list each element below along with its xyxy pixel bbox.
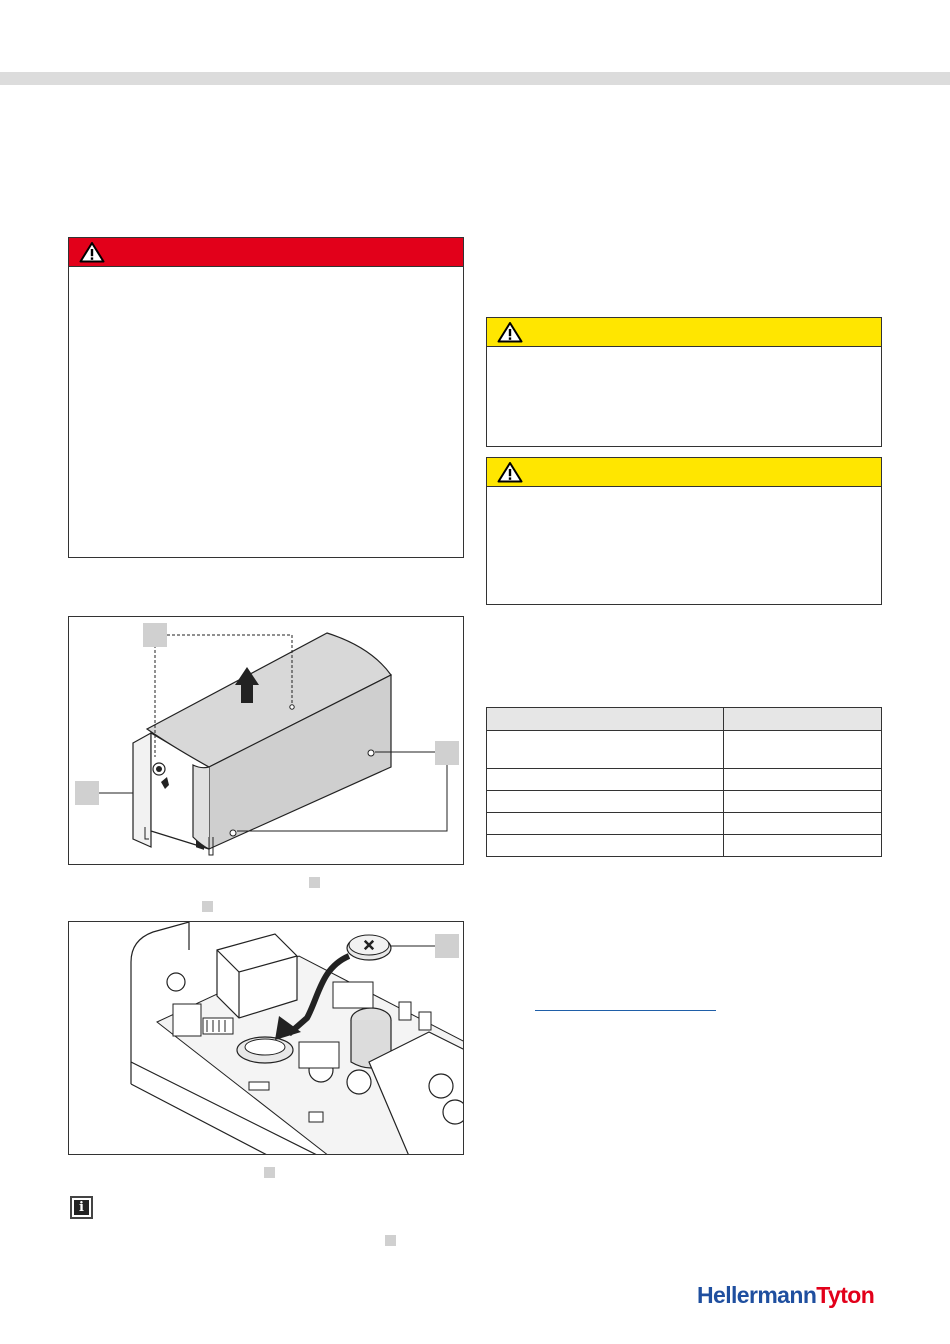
brand-logo — [697, 1282, 874, 1309]
table-cell — [724, 731, 882, 769]
caution-notice-2 — [486, 457, 882, 605]
table-cell — [724, 769, 882, 791]
hyperlink-underline[interactable] — [535, 1010, 716, 1011]
table-header-row — [487, 708, 882, 731]
figure-housing-cover — [68, 616, 464, 865]
reference-marker — [264, 1167, 275, 1178]
caution-notice-header — [487, 318, 881, 347]
table-header-cell — [487, 708, 724, 731]
danger-notice-header — [69, 238, 463, 267]
header-bar — [0, 72, 950, 85]
warning-triangle-icon — [497, 461, 523, 483]
table-header-cell — [724, 708, 882, 731]
caution-notice-1 — [486, 317, 882, 447]
figure-battery-replacement — [68, 921, 464, 1155]
table-row — [487, 791, 882, 813]
data-table — [486, 707, 882, 857]
info-glyph: i — [74, 1200, 89, 1215]
table-row — [487, 835, 882, 857]
danger-notice — [68, 237, 464, 558]
circuit-board-illustration — [69, 922, 464, 1155]
warning-triangle-icon — [79, 241, 105, 263]
table-row — [487, 813, 882, 835]
reference-marker — [309, 877, 320, 888]
info-icon — [70, 1196, 93, 1219]
reference-marker — [385, 1235, 396, 1246]
table-cell — [487, 813, 724, 835]
table-cell — [487, 791, 724, 813]
table-row — [487, 731, 882, 769]
logo-part-1: Hellermann — [697, 1282, 817, 1308]
housing-illustration — [69, 617, 464, 865]
table-cell — [724, 835, 882, 857]
table-cell — [724, 791, 882, 813]
reference-marker — [202, 901, 213, 912]
table-cell — [724, 813, 882, 835]
caution-notice-header — [487, 458, 881, 487]
table-cell — [487, 769, 724, 791]
table-row — [487, 769, 882, 791]
table-cell — [487, 835, 724, 857]
logo-part-2: Tyton — [816, 1282, 875, 1308]
warning-triangle-icon — [497, 321, 523, 343]
table-cell — [487, 731, 724, 769]
